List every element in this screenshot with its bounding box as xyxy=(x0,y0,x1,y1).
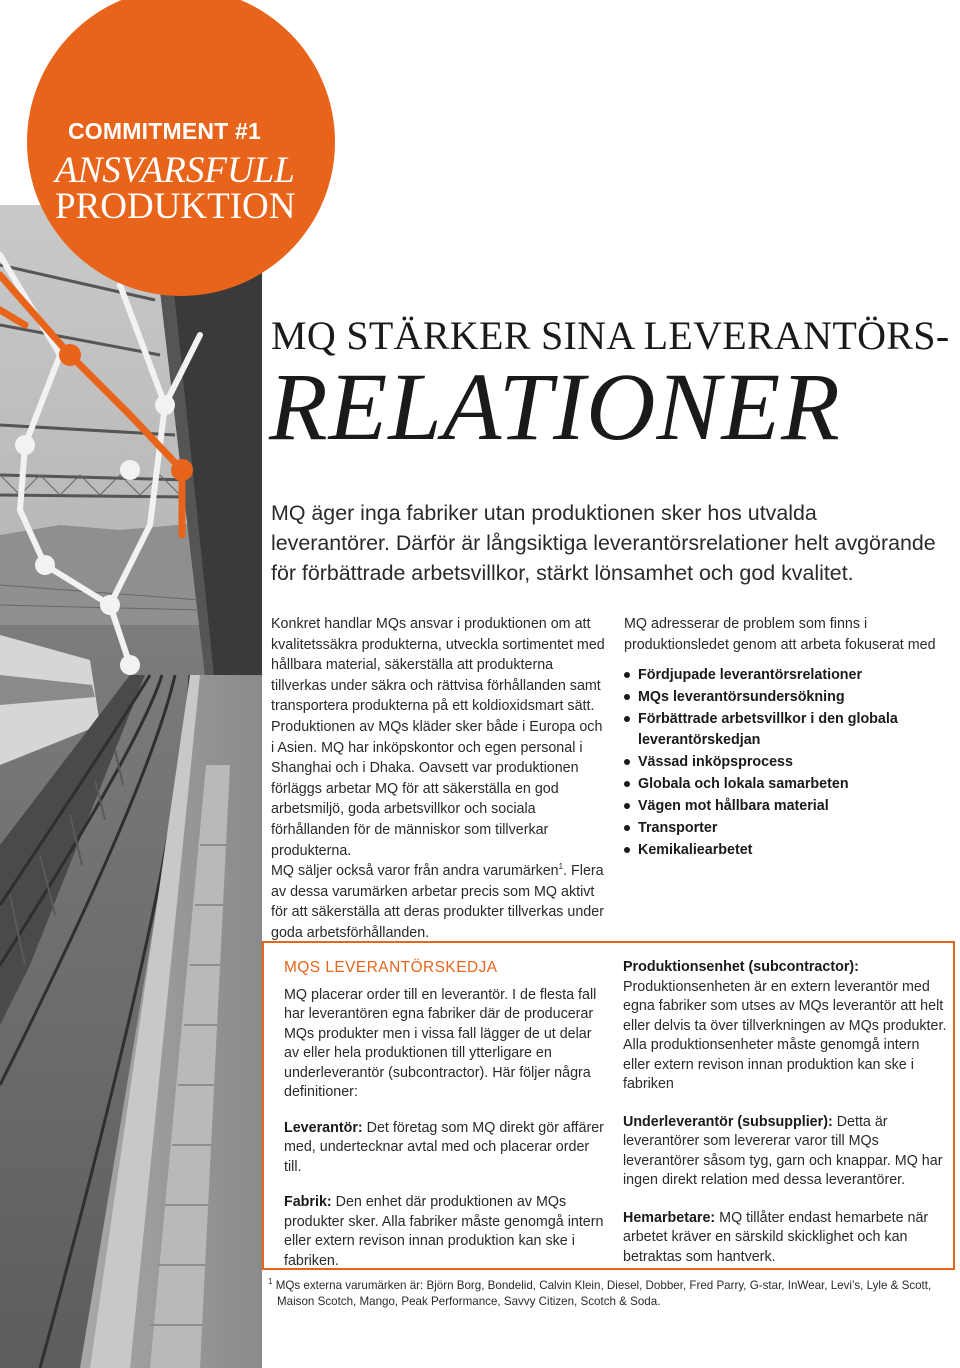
footnote-line1: MQs externa varumärken är: Björn Borg, Bondelid, Calvin Klein, Diesel, Dobber, Fred Parry, G-star, InWear, Levi’s, Lyle & Scott, xyxy=(275,1279,932,1292)
footnote-line2: Maison Scotch, Mango, Peak Performance, Savvy Citizen, Scotch & Soda. xyxy=(277,1294,661,1308)
supply-chain-left xyxy=(284,958,609,1271)
railway-illustration xyxy=(0,205,262,1368)
commitment-number: COMMITMENT #1 xyxy=(68,118,261,144)
definition-underleverantor: Underleverantör (subsupplier): Detta är leverantörer som levererar varor till MQs leverantörer såsom tyg, garn och knappar. MQ har ingen direkt relation med dessa leverantörer. xyxy=(623,1113,943,1188)
headline-line1: MQ STÄRKER SINA LEVERANTÖRS- xyxy=(271,313,950,358)
left-column xyxy=(271,614,607,944)
footnote-marker: 1 xyxy=(558,862,564,872)
left-paragraph-2: MQ säljer också varor från andra varumärken$^1$. Flera av dessa varumärken arbetar precis som MQ aktivt för att säkerställa att deras produkter tillverkas under goda arbetsförhållanden. xyxy=(271,862,604,941)
right-column xyxy=(624,614,954,863)
definition-hemarbetare: Hemarbetare: MQ tillåter endast hemarbete när arbetet kräver en särskild skicklighet och kan betraktas som hantverk. xyxy=(623,1209,929,1265)
list-item: Vägen mot hållbara material xyxy=(624,796,954,817)
definition-produktionsenhet: Produktionsenhet (subcontractor): Produktionsenheten är en extern leverantör med egna fabriker som utses av MQs leverantör att helt eller delvis ta över tillverkningen av MQs produkter. Alla produktionsenheter måste genomgå intern eller extern revison innan produktion kan ske i fabriken xyxy=(623,959,947,1092)
list-item: Globala och lokala samarbeten xyxy=(624,774,954,795)
list-item: Kemikaliearbetet xyxy=(624,840,954,861)
box-intro: MQ placerar order till en leverantör. I de flesta fall har leverantören egna fabriker där de producerar MQs produkter men i vissa fall lägger de ut delar av eller hela produktionen till ytterligare en underleverantör (subcontractor). Här följer några definitioner: xyxy=(284,986,597,1100)
footnote-number: 1 xyxy=(268,1277,273,1287)
intro-paragraph: MQ äger inga fabriker utan produktionen sker hos utvalda leverantörer. Därför är långsiktiga leverantörsrelationer helt avgörande för förbättrade arbetsvillkor, stärkt lönsamhet och god kvalitet. xyxy=(271,501,936,585)
badge-title: PRODUKTION xyxy=(55,186,296,227)
list-item: Vässad inköpsprocess xyxy=(624,752,954,773)
commitment-badge xyxy=(27,0,335,296)
definition-leverantor: Leverantör: Det företag som MQ direkt gör affärer med, undertecknar avtal med och placerar order till. xyxy=(284,1119,604,1175)
headline-line2: RELATIONER xyxy=(269,353,841,460)
list-item: Förbättrade arbetsvillkor i den globala leverantörskedjan xyxy=(624,709,954,750)
focus-list xyxy=(624,665,954,861)
box-title: MQS LEVERANTÖRSKEDJA xyxy=(284,959,498,976)
list-item: Transporter xyxy=(624,818,954,839)
supply-chain-right xyxy=(623,958,948,1267)
list-item: MQs leverantörsundersökning xyxy=(624,687,954,708)
badge-title-italic: ANSVARSFULL xyxy=(55,150,295,191)
definition-fabrik: Fabrik: Den enhet där produktionen av MQs produkter sker. Alla fabriker måste genomgå intern eller extern revison innan produktion kan ske i fabriken. xyxy=(284,1194,604,1269)
railway-photo xyxy=(0,205,262,1368)
list-item: Fördjupade leverantörsrelationer xyxy=(624,665,954,686)
right-intro: MQ adresserar de problem som finns i produktionsledet genom att arbeta fokuserat med xyxy=(624,616,936,653)
footnote xyxy=(268,1278,948,1309)
left-paragraph-1: Konkret handlar MQs ansvar i produktionen om att kvalitetssäkra produkterna, utveckla sortimentet med hållbara material, säkerställa att produkterna tillverkas under säkra och rättvisa förhållanden samt transportera produkterna på ett koldioxidsmart sätt. Produktionen av MQs kläder sker både i Europa och i Asien. MQ har inköpskontor och egen personal i Shanghai och i Dhaka. Oavsett var produktionen förläggs arbetar MQ för att säkerställa en god arbetsmiljö, goda arbetsvillkor och sociala förhållanden för de människor som tillverkar produkterna. xyxy=(271,616,605,859)
